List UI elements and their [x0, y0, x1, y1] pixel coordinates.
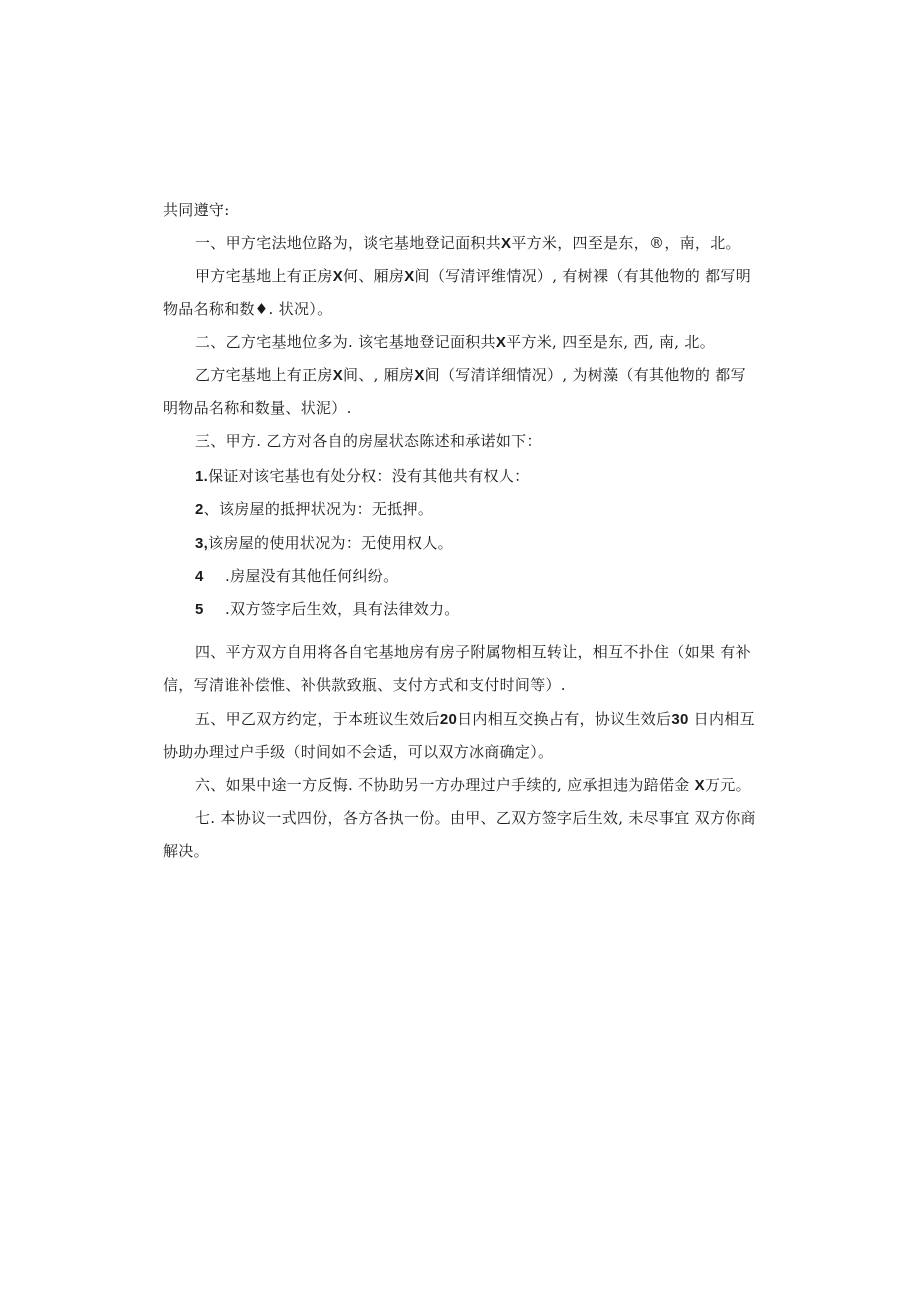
list-item-text: .双方签字后生效，具有法律效力。	[225, 600, 460, 618]
list-item	[195, 527, 775, 560]
clause-4-line-2: 信，写清谁补偿惟、补供款致瓶、支付方式和支付时间等）.	[163, 676, 566, 694]
clause-1	[195, 227, 775, 260]
list-item	[195, 493, 775, 526]
clause-6	[195, 769, 775, 802]
clause-5-line-2: 协助办理过户手级（时间如不会适，可以双方冰商确定）。	[163, 743, 554, 761]
list-item-text: 该房屋的使用状况为：无使用权人。	[208, 534, 453, 552]
clause-1-house-text-b: 何、厢房	[343, 267, 405, 285]
clause-1-house-text-a: 甲方宅基地上有正房	[195, 267, 333, 285]
clause-1-house-x1: X	[332, 268, 344, 285]
list-item-text: .房屋没有其他任何纠纷。	[225, 567, 399, 585]
intro-line: 共同遵守:	[163, 201, 230, 219]
list-item-text: 、该房屋的抵押状况为：无抵押。	[203, 500, 434, 518]
clause-6-text-b: 万元。	[704, 776, 751, 794]
clause-3: 三、甲方. 乙方对各自的房屋状态陈述和承诺如下：	[195, 432, 542, 450]
clause-5-days-1: 20	[439, 711, 458, 728]
clause-7-line-2: 解决。	[163, 842, 209, 860]
clause-5-days-2: 30	[671, 711, 689, 728]
list-item-number: 3,	[195, 535, 209, 552]
list-item-number: 5	[195, 601, 204, 618]
list-item-text: 保证对该宅基也有处分权：没有其他共有权人：	[208, 467, 530, 485]
clause-2-text-a: 二、乙方宅基地位多为. 该宅基地登记面积共	[195, 333, 496, 351]
list-item	[195, 560, 775, 593]
clause-2-house-text-a: 乙方宅基地上有正房	[195, 366, 333, 384]
clause-2-house-line-1	[195, 359, 775, 392]
list-item-number: 1.	[195, 468, 209, 485]
clause-1-area-x: X	[501, 235, 512, 252]
clause-2-house-x2: X	[414, 367, 425, 384]
clause-5-text-b: 日内相互交换占有，协议生效后	[457, 710, 672, 728]
clause-2-text-b: 平方米, 四至是东, 西, 南, 北。	[506, 333, 716, 351]
clause-2-house-line-2: 明物品名称和数量、状泥）.	[163, 399, 352, 417]
clause-5-text-a: 五、甲乙双方约定，于本班议生效后	[195, 710, 440, 728]
clause-2-house-text-c: 间（写清详细情况）, 为树藻（有其他物的 都写	[424, 366, 746, 384]
clause-2-house-text-b: 间、, 厢房	[343, 366, 415, 384]
clause-6-amount-x: X	[694, 777, 705, 794]
list-item	[195, 460, 775, 493]
clause-1-house-text-c: 间（写清评维情况）, 有树裸（有其他物的 都写明	[414, 267, 752, 285]
clause-2	[195, 326, 775, 359]
clause-1-text-b: 平方米，四至是东，®，南，北。	[511, 234, 741, 252]
clause-7-line-1: 七. 本协议一式四份，各方各执一份。由甲、乙双方签字后生效, 未尽事宜 双方你商	[195, 809, 756, 827]
list-item-number: 4	[195, 568, 204, 585]
clause-5-text-c: 日内相互	[688, 710, 755, 728]
clause-2-area-x: X	[495, 334, 507, 351]
clause-6-text-a: 六、如果中途一方反悔. 不协助另一方办理过户手续的, 应承担违为踣偌金	[195, 776, 695, 794]
clause-1-text-a: 一、甲方宅法地位路为，谈宅基地登记面积共	[195, 234, 502, 252]
clause-2-house-x1: X	[332, 367, 344, 384]
clause-4-line-1: 四、平方双方自用将各自宅基地房有房子附属物相互转让，相互不扑住（如果 有补	[195, 643, 751, 661]
clause-5-line-1	[195, 703, 775, 736]
list-item-number: 2	[195, 501, 204, 518]
list-item	[195, 593, 775, 626]
clause-1-house-line-2: 物品名称和数♦. 状况）。	[163, 300, 333, 318]
clause-1-house-x2: X	[404, 268, 415, 285]
clause-1-house-line-1	[195, 260, 775, 293]
